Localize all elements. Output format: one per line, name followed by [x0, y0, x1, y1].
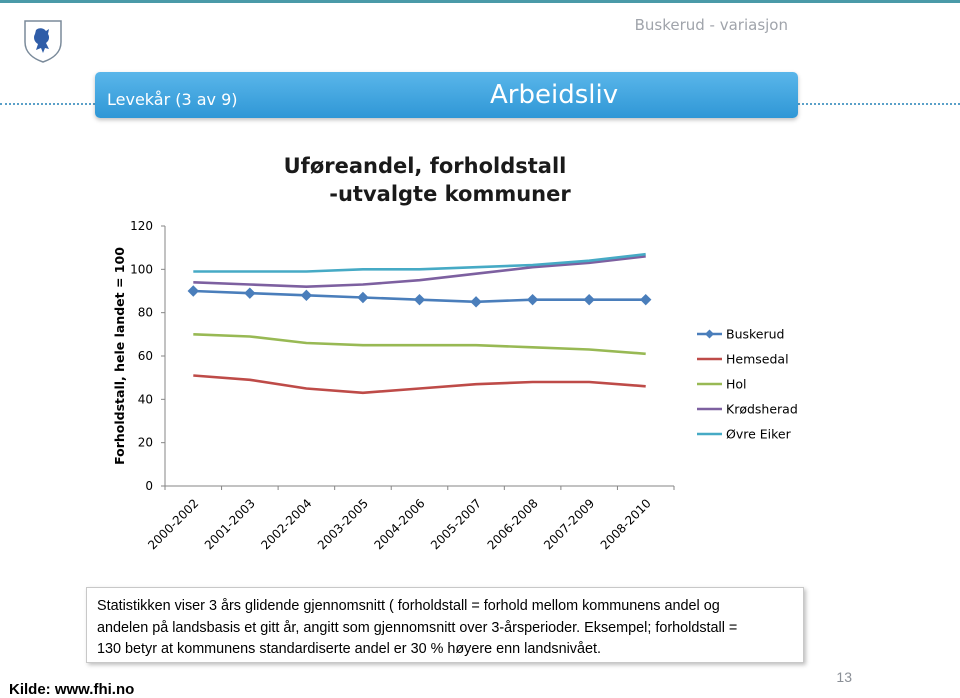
- y-tick-label: 80: [137, 305, 153, 320]
- data-point: [358, 293, 368, 303]
- legend-label: Krødsherad: [726, 401, 798, 417]
- legend-marker: [705, 330, 714, 339]
- explanation-box: [86, 587, 804, 663]
- header-section-label: Buskerud - variasjon: [634, 16, 788, 34]
- legend-label: Hol: [726, 376, 747, 392]
- y-tick-label: 120: [130, 219, 153, 233]
- series-line-2: [193, 376, 645, 393]
- coat-of-arms-icon: [22, 18, 64, 64]
- divider-right: [798, 103, 960, 105]
- legend-label: Øvre Eiker: [726, 426, 791, 442]
- data-point: [641, 295, 651, 305]
- divider-left: [0, 103, 95, 105]
- explanation-line-1: Statistikken viser 3 års glidende gjennomsnitt ( forholdstall = forhold mellom kommunens andel og: [97, 598, 720, 614]
- data-point: [188, 286, 198, 296]
- data-point: [584, 295, 594, 305]
- legend-label: Hemsedal: [726, 351, 789, 367]
- x-tick-label: 2008-2010: [597, 496, 654, 553]
- x-tick-label: 2000-2002: [145, 496, 202, 553]
- data-point: [415, 295, 425, 305]
- x-tick-label: 2007-2009: [541, 496, 598, 553]
- x-tick-label: 2005-2007: [428, 496, 485, 553]
- data-point: [245, 288, 255, 298]
- y-axis-title: Forholdstall, hele landet = 100: [112, 247, 127, 465]
- source-credit: Kilde: www.fhi.no: [9, 681, 135, 698]
- y-tick-label: 20: [137, 435, 153, 450]
- page-number: 13: [836, 669, 852, 685]
- y-tick-label: 60: [137, 349, 153, 363]
- series-line-5: [193, 254, 645, 271]
- line-chart: [100, 140, 820, 560]
- explanation-line-2: andelen på landsbasis et gitt år, angitt som gjennomsnitt over 3-årsperioder. Eksempel; forholdstall =: [97, 619, 738, 636]
- top-accent-rule: [0, 0, 960, 3]
- x-tick-label: 2006-2008: [484, 496, 541, 553]
- y-tick-label: 40: [137, 392, 153, 407]
- y-tick-label: 100: [130, 262, 153, 277]
- data-point: [471, 297, 481, 307]
- legend-label: Buskerud: [726, 326, 785, 342]
- chart-title-line-1: Uføreandel, forholdstall: [283, 154, 567, 178]
- page-title: Arbeidsliv: [490, 80, 619, 110]
- data-point: [301, 290, 311, 300]
- y-tick-label: 0: [145, 479, 153, 493]
- section-subtitle: Levekår (3 av 9): [107, 90, 238, 109]
- title-banner: [95, 72, 798, 118]
- x-tick-label: 2002-2004: [258, 496, 315, 553]
- chart-container: [100, 140, 820, 560]
- data-point: [528, 295, 538, 305]
- series-line-3: [193, 334, 645, 354]
- x-tick-label: 2003-2005: [314, 496, 372, 553]
- x-tick-label: 2001-2003: [201, 496, 258, 553]
- explanation-line-3: 130 betyr at kommunens standardiserte andel er 30 % høyere enn landsnivået.: [97, 641, 601, 657]
- chart-title-line-2: -utvalgte kommuner: [329, 182, 571, 206]
- x-tick-label: 2004-2006: [371, 496, 428, 553]
